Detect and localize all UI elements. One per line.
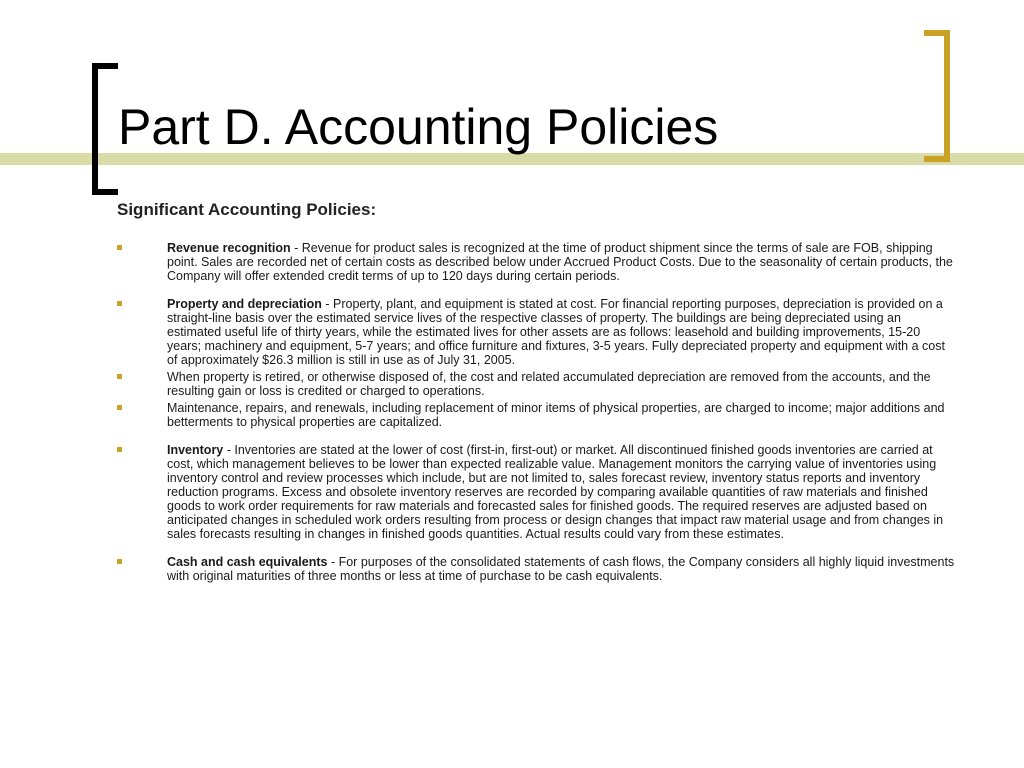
policy-text: When property is retired, or otherwise disposed of, the cost and related accumulated depreciation are removed from the accounts, and the resulting gain or loss is credited or charged to operations. xyxy=(167,370,931,398)
bullet-icon xyxy=(117,245,122,250)
bullet-icon xyxy=(117,301,122,306)
policy-term: Inventory xyxy=(167,443,224,457)
bullet-icon xyxy=(117,559,122,564)
policy-item-retirement xyxy=(117,370,957,398)
bullet-icon xyxy=(117,447,122,452)
policy-text: Maintenance, repairs, and renewals, including replacement of minor items of physical properties, are charged to income; major additions and betterments to physical properties are capitalized. xyxy=(167,401,945,429)
slide-title: Part D. Accounting Policies xyxy=(118,99,719,155)
policy-item-maintenance xyxy=(117,401,957,429)
policy-term: Property and depreciation xyxy=(167,297,322,311)
policy-list xyxy=(117,241,957,583)
right-bracket-decoration xyxy=(924,30,950,162)
policy-text: - Property, plant, and equipment is stated at cost. For financial reporting purposes, depreciation is provided on a straight-line basis over the estimated service lives of the respective classes of property. The buildings are being depreciated using an estimated useful life of thirty years, while the estimated lives for other assets are as follows: leasehold and building improvements, 15-20 years; machinery and equipment, 5-7 years; and office furniture and fixtures, 3-5 years. Fully depreciated property and equipment with a cost of approximately $26.3 million is still in use as of July 31, 2005. xyxy=(167,297,945,367)
bullet-icon xyxy=(117,374,122,379)
section-heading: Significant Accounting Policies: xyxy=(117,200,377,219)
policy-term: Revenue recognition xyxy=(167,241,291,255)
policy-item-revenue-recognition xyxy=(117,241,957,283)
policy-item-cash-equivalents xyxy=(117,555,957,583)
policy-text: - Inventories are stated at the lower of cost (first-in, first-out) or market. All discontinued finished goods inventories are carried at cost, which management believes to be lower than expected realizable value. Management monitors the carrying value of inventories using inventory control and review processes which include, but are not limited to, sales forecast review, inventory status reports and inventory reduction programs. Excess and obsolete inventory reserves are recorded by comparing available quantities of raw materials and finished goods to work order requirements for raw materials and forecasted sales for finished goods. The required reserves are adjusted based on anticipated changes in scheduled work orders resulting from process or design changes that impact raw material usage and from changes in sales forecasts resulting in changes in finished goods quantities. Actual results could vary from these estimates. xyxy=(167,443,944,541)
policy-text: - Revenue for product sales is recognized at the time of product shipment since the terms of sale are FOB, shipping point. Sales are recorded net of certain costs as described below under Accrued Product Costs. Due to the seasonality of certain products, the Company will offer extended credit terms of up to 120 days during certain periods. xyxy=(167,241,953,283)
left-bracket-decoration xyxy=(92,63,118,195)
bullet-icon xyxy=(117,405,122,410)
policy-text: - For purposes of the consolidated statements of cash flows, the Company considers all highly liquid investments with original maturities of three months or less at time of purchase to be cash equivalents. xyxy=(167,555,955,583)
policy-item-property-depreciation xyxy=(117,297,957,367)
policy-item-inventory xyxy=(117,443,957,541)
policy-term: Cash and cash equivalents xyxy=(167,555,328,569)
